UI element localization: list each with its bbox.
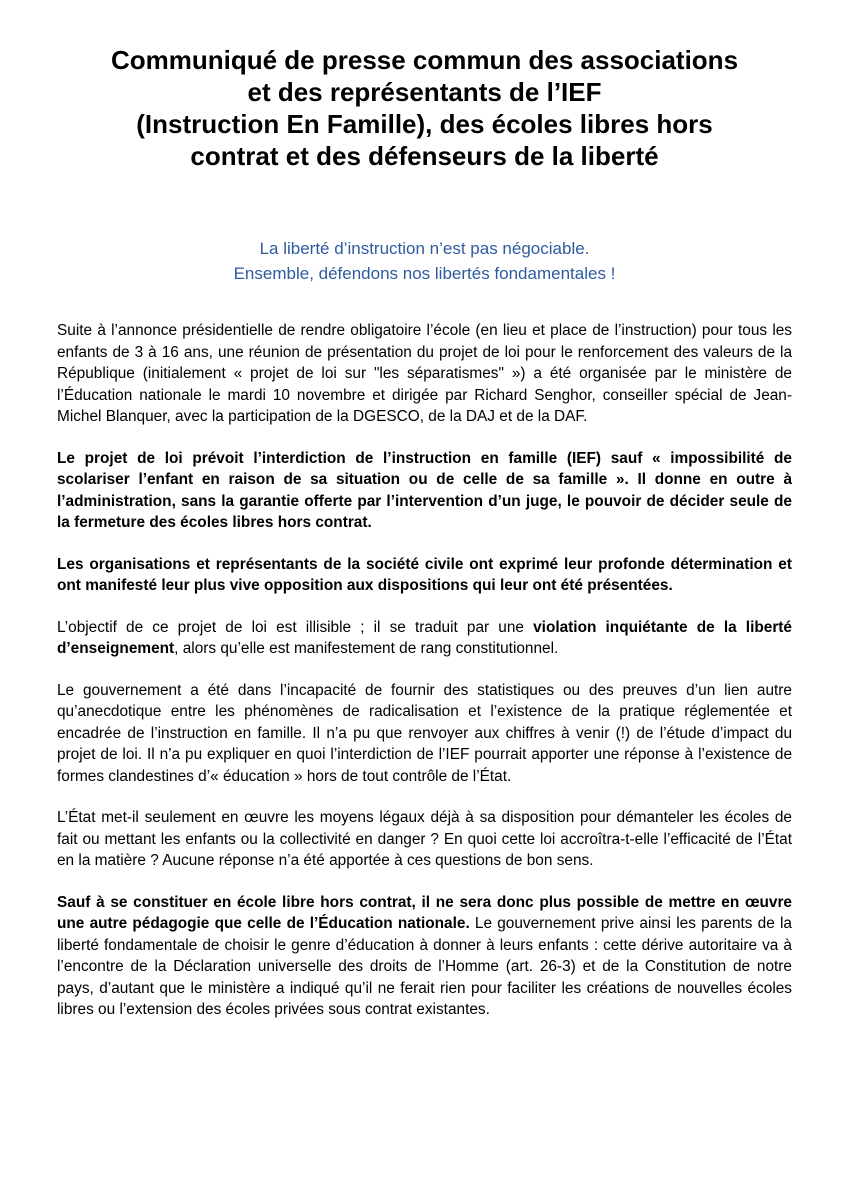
paragraph-opposition: Les organisations et représentants de la société civile ont exprimé leur profonde détermination et ont manifesté leur plus vive opposition aux dispositions qui leur ont été présentées. [57,555,792,594]
document-body [57,320,792,1041]
paragraph-statistics: Le gouvernement a été dans l’incapacité de fournir des statistiques ou des preuves d’un lien autre qu’anecdotique entre les phénomènes de radicalisation et l’existence de la pratique réglementée et encadrée de l’instruction en famille. Il n’a pu que renvoyer aux chiffres à venir (!) de l’étude d’impact du projet de loi. Il n’a pu expliquer en quoi l’interdiction de l’IEF pourrait apporter une réponse à l’existence de formes clandestines d’« éducation » hors de tout contrôle de l’État. [57,681,792,785]
title-line: contrat et des défenseurs de la liberté [190,141,659,171]
paragraph-objective [57,617,792,660]
title-line: (Instruction En Famille), des écoles libres hors [136,109,713,139]
paragraph-objective-emphasis: violation inquiétante de la liberté d’enseignement [57,618,792,657]
document-subtitle [40,236,809,286]
paragraph-bill-provisions: Le projet de loi prévoit l’interdiction de l’instruction en famille (IEF) sauf « impossibilité de scolariser l’enfant en raison de sa situation ou de celle de sa famille ». Il donne en outre à l’administration, sans la garantie offerte par l’intervention d’un juge, le pouvoir de décider seule de la fermeture des écoles libres hors contrat. [57,449,792,531]
paragraph-announcement: Suite à l’annonce présidentielle de rendre obligatoire l’école (en lieu et place de l’instruction) pour tous les enfants de 3 à 16 ans, une réunion de présentation du projet de loi pour le renforcement des valeurs de la République (initialement « projet de loi sur "les séparatismes" ») a été organisée par le ministère de l’Éducation nationale le mardi 10 novembre et dirigée par Richard Senghor, conseiller spécial de Jean-Michel Blanquer, avec la participation de la DGESCO, de la DAJ et de la DAF. [57,322,792,425]
document-title [40,44,809,172]
subtitle-line: La liberté d’instruction n’est pas négociable. [259,239,590,258]
subtitle-line: Ensemble, défendons nos libertés fondamentales ! [233,264,616,283]
paragraph-pedagogy [57,892,792,1021]
paragraph-pedagogy-emphasis: Sauf à se constituer en école libre hors contrat, il ne sera donc plus possible de mettre en œuvre une autre pédagogie que celle de l’Éducation nationale. [57,893,792,932]
paragraph-pedagogy-text: Le gouvernement prive ainsi les parents de la liberté fondamentale de choisir le genre d’éducation à donner à leurs enfants : cette dérive autoritaire va à l’encontre de la Déclaration universelle des droits de l’Homme (art. 26-3) et de la Constitution de notre pays, d’autant que le ministère a indiqué qu’il ne ferait rien pour faciliter les créations de nouvelles écoles libres ou l’extension des écoles privées sous contrat existantes. [57,915,792,1018]
paragraph-state-means: L’État met-il seulement en œuvre les moyens légaux déjà à sa disposition pour démanteler les écoles de fait ou mettant les enfants ou la collectivité en danger ? En quoi cette loi accroîtra-t-elle l’efficacité de l’État en la matière ? Aucune réponse n’a été apportée à ces questions de bon sens. [57,809,792,869]
title-line: et des représentants de l’IEF [247,77,602,107]
paragraph-objective-text: L’objectif de ce projet de loi est illisible ; il se traduit par une [57,618,534,636]
title-line: Communiqué de presse commun des associations [110,45,739,75]
paragraph-objective-text-end: , alors qu’elle est manifestement de rang constitutionnel. [174,640,559,657]
